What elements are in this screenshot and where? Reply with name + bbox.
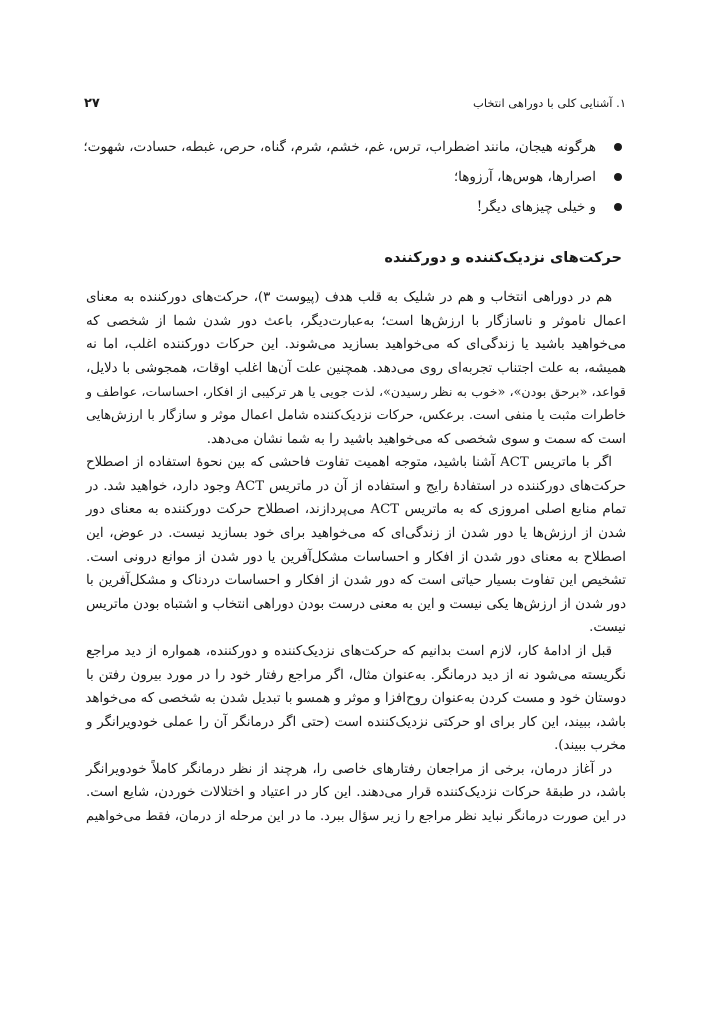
- bullet-list: [84, 132, 622, 222]
- text-line: مخرب ببیند).: [554, 738, 626, 754]
- text-line: دور شدن از ارزش‌ها یکی نیست و این به معنی درست بودن دوراهی انتخاب و اشتباه بودن ماتریس: [86, 596, 626, 612]
- bullet-icon: [614, 203, 622, 211]
- text-line: تشخیص این تفاوت بسیار حیاتی است که دور شدن از افکار و احساسات دردناک و مشکل‌آفرین با: [86, 573, 626, 589]
- list-item-text: اصرارها، هوس‌ها، آرزوها؛: [453, 169, 596, 185]
- section-heading: حرکت‌های نزدیک‌کننده و دورکننده: [384, 250, 622, 266]
- page-number: ۲۷: [84, 95, 100, 111]
- text-line: باشد، در طبقهٔ حرکات نزدیک‌کننده قرار می‌دهند. این کار در اعتیاد و اختلالات خوردن، شایع است.: [86, 785, 626, 801]
- text-line: اصطلاح به معنای دور شدن از افکار و احساسات مشکل‌آفرین یا دور شدن از موانع درونی است.: [86, 549, 626, 565]
- text-line: نیست.: [589, 620, 626, 636]
- text-line: دوستان خود و مست کردن به‌عنوان روح‌افزا و موثر و همسو با تبدیل شدن به شخصی که می‌خواهد: [85, 691, 626, 707]
- list-item: [84, 162, 622, 192]
- text-line: تمام منابع اصلی امروزی که به ماتریس ACT می‌پردازند، اصطلاح حرکت دورکننده به معنای دور: [86, 502, 627, 518]
- text-line: قواعد، «برحق بودن»، «خوب به نظر رسیدن»، لذت جویی یا هر ترکیبی از افکار، احساسات، عواطف و: [86, 384, 626, 400]
- text-line: هم در دوراهی انتخاب و هم در شلیک به قلب هدف (پیوست ۳)، حرکت‌های دورکننده به معنای: [86, 290, 612, 305]
- bullet-icon: [614, 143, 622, 151]
- text-line: است که سمت و سوی شخصی که می‌خواهید باشید را به شما نشان می‌دهد.: [206, 431, 626, 447]
- text-line: اگر با ماتریس ACT آشنا باشید، متوجه اهمیت تفاوت فاحشی که بین نحوهٔ استفاده از اصطلاح: [86, 455, 612, 471]
- list-item-text: هرگونه هیجان، مانند اضطراب، ترس، غم، خشم، شرم، گناه، حرص، غبطه، حسادت، شهوت؛: [83, 139, 596, 155]
- text-line: در آغاز درمان، برخی از مراجعان رفتارهای خاصی را، هرچند از نظر درمانگر کاملاً خودویرانگر: [86, 761, 612, 777]
- running-head-title: ۱. آشنایی کلی با دوراهی انتخاب: [473, 96, 626, 110]
- list-item-text: و خیلی چیزهای دیگر!: [476, 199, 596, 215]
- running-head: [84, 92, 626, 114]
- text-line: در این صورت درمانگر نباید نظر مراجع را زیر سؤال ببرد. ما در این مرحله از درمان، فقط می‌خواهیم: [86, 809, 626, 825]
- text-line: خاطرات مثبت یا منفی است. برعکس، حرکات نزدیک‌کننده شامل اعمال موثر و سازگار با ارزش‌هایی: [86, 407, 626, 423]
- body-text: [86, 286, 626, 829]
- text-line: می‌خواهید باشید یا زندگی‌ای که می‌خواهید بسازید می‌شوند. این حرکات دورکننده اغلب، اما نه: [86, 337, 626, 353]
- text-line: نگریسته می‌شود نه از دید درمانگر. به‌عنوان مثال، اگر مراجع رفتار خود را در مورد بیرون رفتن با: [86, 667, 626, 683]
- list-item: [84, 132, 622, 162]
- text-line: شدن از ارزش‌ها یا دور شدن از زندگی‌ای که می‌خواهید برای خود بسازید نیست. در عوض، این: [86, 525, 626, 541]
- text-line: اعمال ناموثر و ناسازگار با ارزش‌ها است؛ به‌عبارت‌دیگر، باعث دور شدن شما از شخصی که: [86, 313, 626, 329]
- bullet-icon: [614, 173, 622, 181]
- text-line: حرکت‌های دورکننده در استفادهٔ رایج و استفاده از آن در ماتریس ACT وجود دارد، خواهید شد. در: [86, 478, 626, 494]
- text-line: باشد، ببیند، این کار برای او حرکتی نزدیک‌کننده است (حتی اگر درمانگر آن را عملی خودویرانگر و: [86, 714, 626, 730]
- list-item: [84, 192, 622, 222]
- text-line: همیشه، به علت اجتناب تجربه‌ای روی می‌دهد. همچنین علت آن‌ها اغلب اوقات، همجوشی با دلایل،: [86, 360, 626, 376]
- text-line: قبل از ادامهٔ کار، لازم است بدانیم که حرکت‌های نزدیک‌کننده و دورکننده، همواره از دید مراجع: [86, 643, 612, 659]
